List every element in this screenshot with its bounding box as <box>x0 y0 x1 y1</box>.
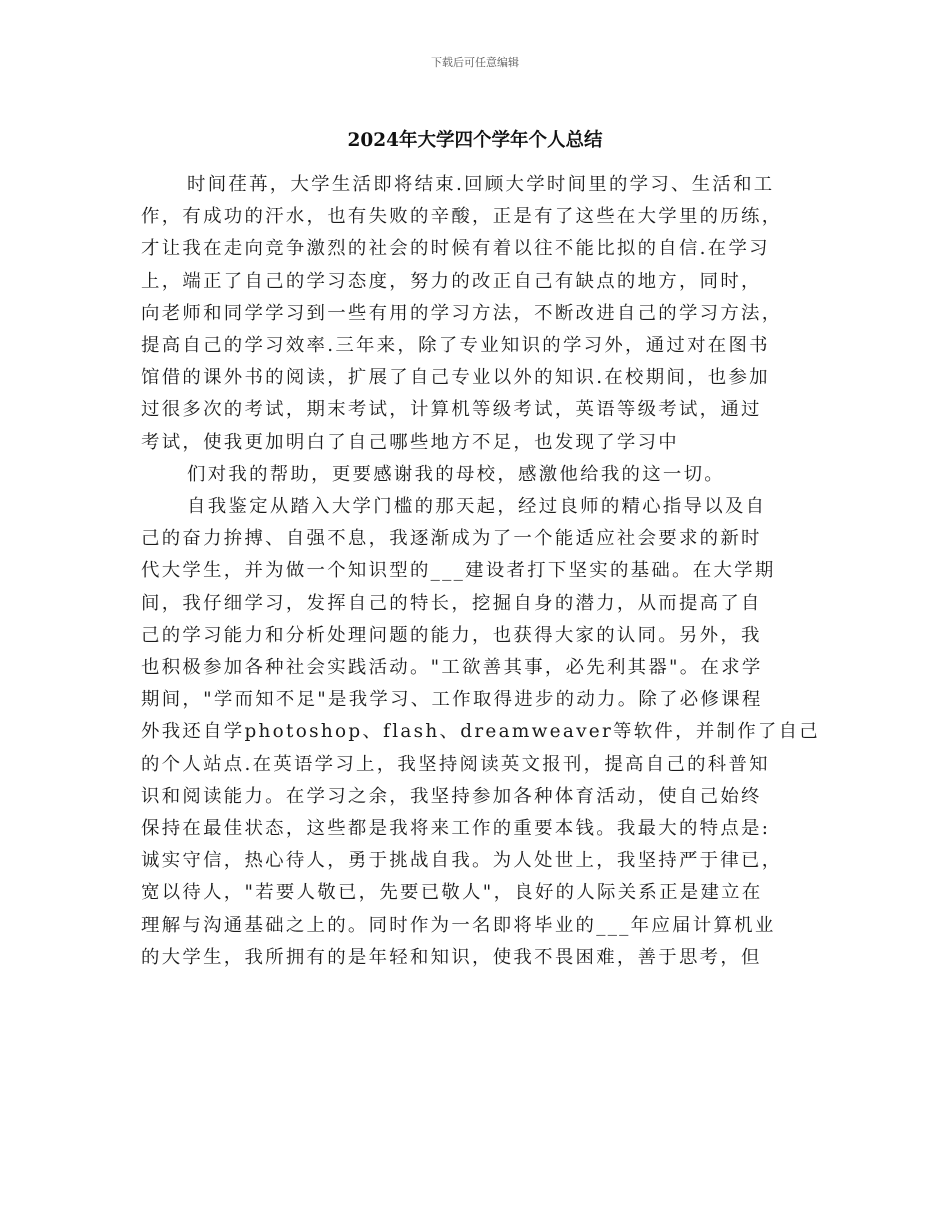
body-line: 识和阅读能力。在学习之余，我坚持参加各种体育活动，使自己始终 <box>141 785 762 807</box>
body-line: 外我还自学photoshop、flash、dreamweaver等软件，并制作了自己 <box>141 721 820 743</box>
body-line: 己的奋力拚搏、自强不息，我逐渐成为了一个能适应社会要求的新时 <box>141 528 762 550</box>
body-line: 的大学生，我所拥有的是年轻和知识，使我不畏困难，善于思考，但 <box>141 946 762 968</box>
body-line: 馆借的课外书的阅读，扩展了自己专业以外的知识.在校期间，也参加 <box>141 367 770 389</box>
body-line: 作，有成功的汗水，也有失败的辛酸，正是有了这些在大学里的历练， <box>141 206 783 228</box>
body-line: 宽以待人，"若要人敬已，先要已敬人"，良好的人际关系正是建立在 <box>141 882 763 904</box>
body-line: 向老师和同学学习到一些有用的学习方法，不断改进自己的学习方法， <box>141 302 783 324</box>
body-line: 时间荏苒，大学生活即将结束.回顾大学时间里的学习、生活和工 <box>187 174 775 195</box>
document-title: 2024年大学四个学年个人总结 <box>347 130 603 151</box>
body-line: 代大学生，并为做一个知识型的___建设者打下坚实的基础。在大学期 <box>141 560 776 582</box>
body-line: 期间，"学而知不足"是我学习、工作取得进步的动力。除了必修课程 <box>141 689 763 711</box>
body-line: 提高自己的学习效率.三年来，除了专业知识的学习外，通过对在图书 <box>141 335 770 357</box>
body-line: 己的学习能力和分析处理问题的能力，也获得大家的认同。另外，我 <box>141 624 762 646</box>
body-line: 们对我的帮助，更要感谢我的母校，感激他给我的这一切。 <box>187 463 725 485</box>
body-line: 才让我在走向竞争激烈的社会的时候有着以往不能比拟的自信.在学习 <box>141 238 770 260</box>
body-line: 理解与沟通基础之上的。同时作为一名即将毕业的___年应届计算机业 <box>141 914 776 936</box>
document-body <box>141 169 820 974</box>
body-line: 考试，使我更加明白了自己哪些地方不足，也发现了学习中 <box>141 431 679 453</box>
body-line: 间，我仔细学习，发挥自己的特长，挖掘自身的潜力，从而提高了自 <box>141 592 762 614</box>
body-line: 的个人站点.在英语学习上，我坚持阅读英文报刊，提高自己的科普知 <box>141 753 770 775</box>
body-line: 自我鉴定从踏入大学门槛的那天起，经过良师的精心指导以及自 <box>187 496 767 518</box>
body-line: 保持在最佳状态，这些都是我将来工作的重要本钱。我最大的特点是: <box>141 818 771 840</box>
body-line: 也积极参加各种社会实践活动。"工欲善其事，必先利其器"。在求学 <box>141 657 763 679</box>
body-line: 诚实守信，热心待人，勇于挑战自我。为人处世上，我坚持严于律已， <box>141 850 783 872</box>
body-line: 过很多次的考试，期末考试，计算机等级考试，英语等级考试，通过 <box>141 399 762 421</box>
header-note: 下载后可任意编辑 <box>431 56 519 69</box>
body-line: 上，端正了自己的学习态度，努力的改正自己有缺点的地方，同时， <box>141 270 762 292</box>
